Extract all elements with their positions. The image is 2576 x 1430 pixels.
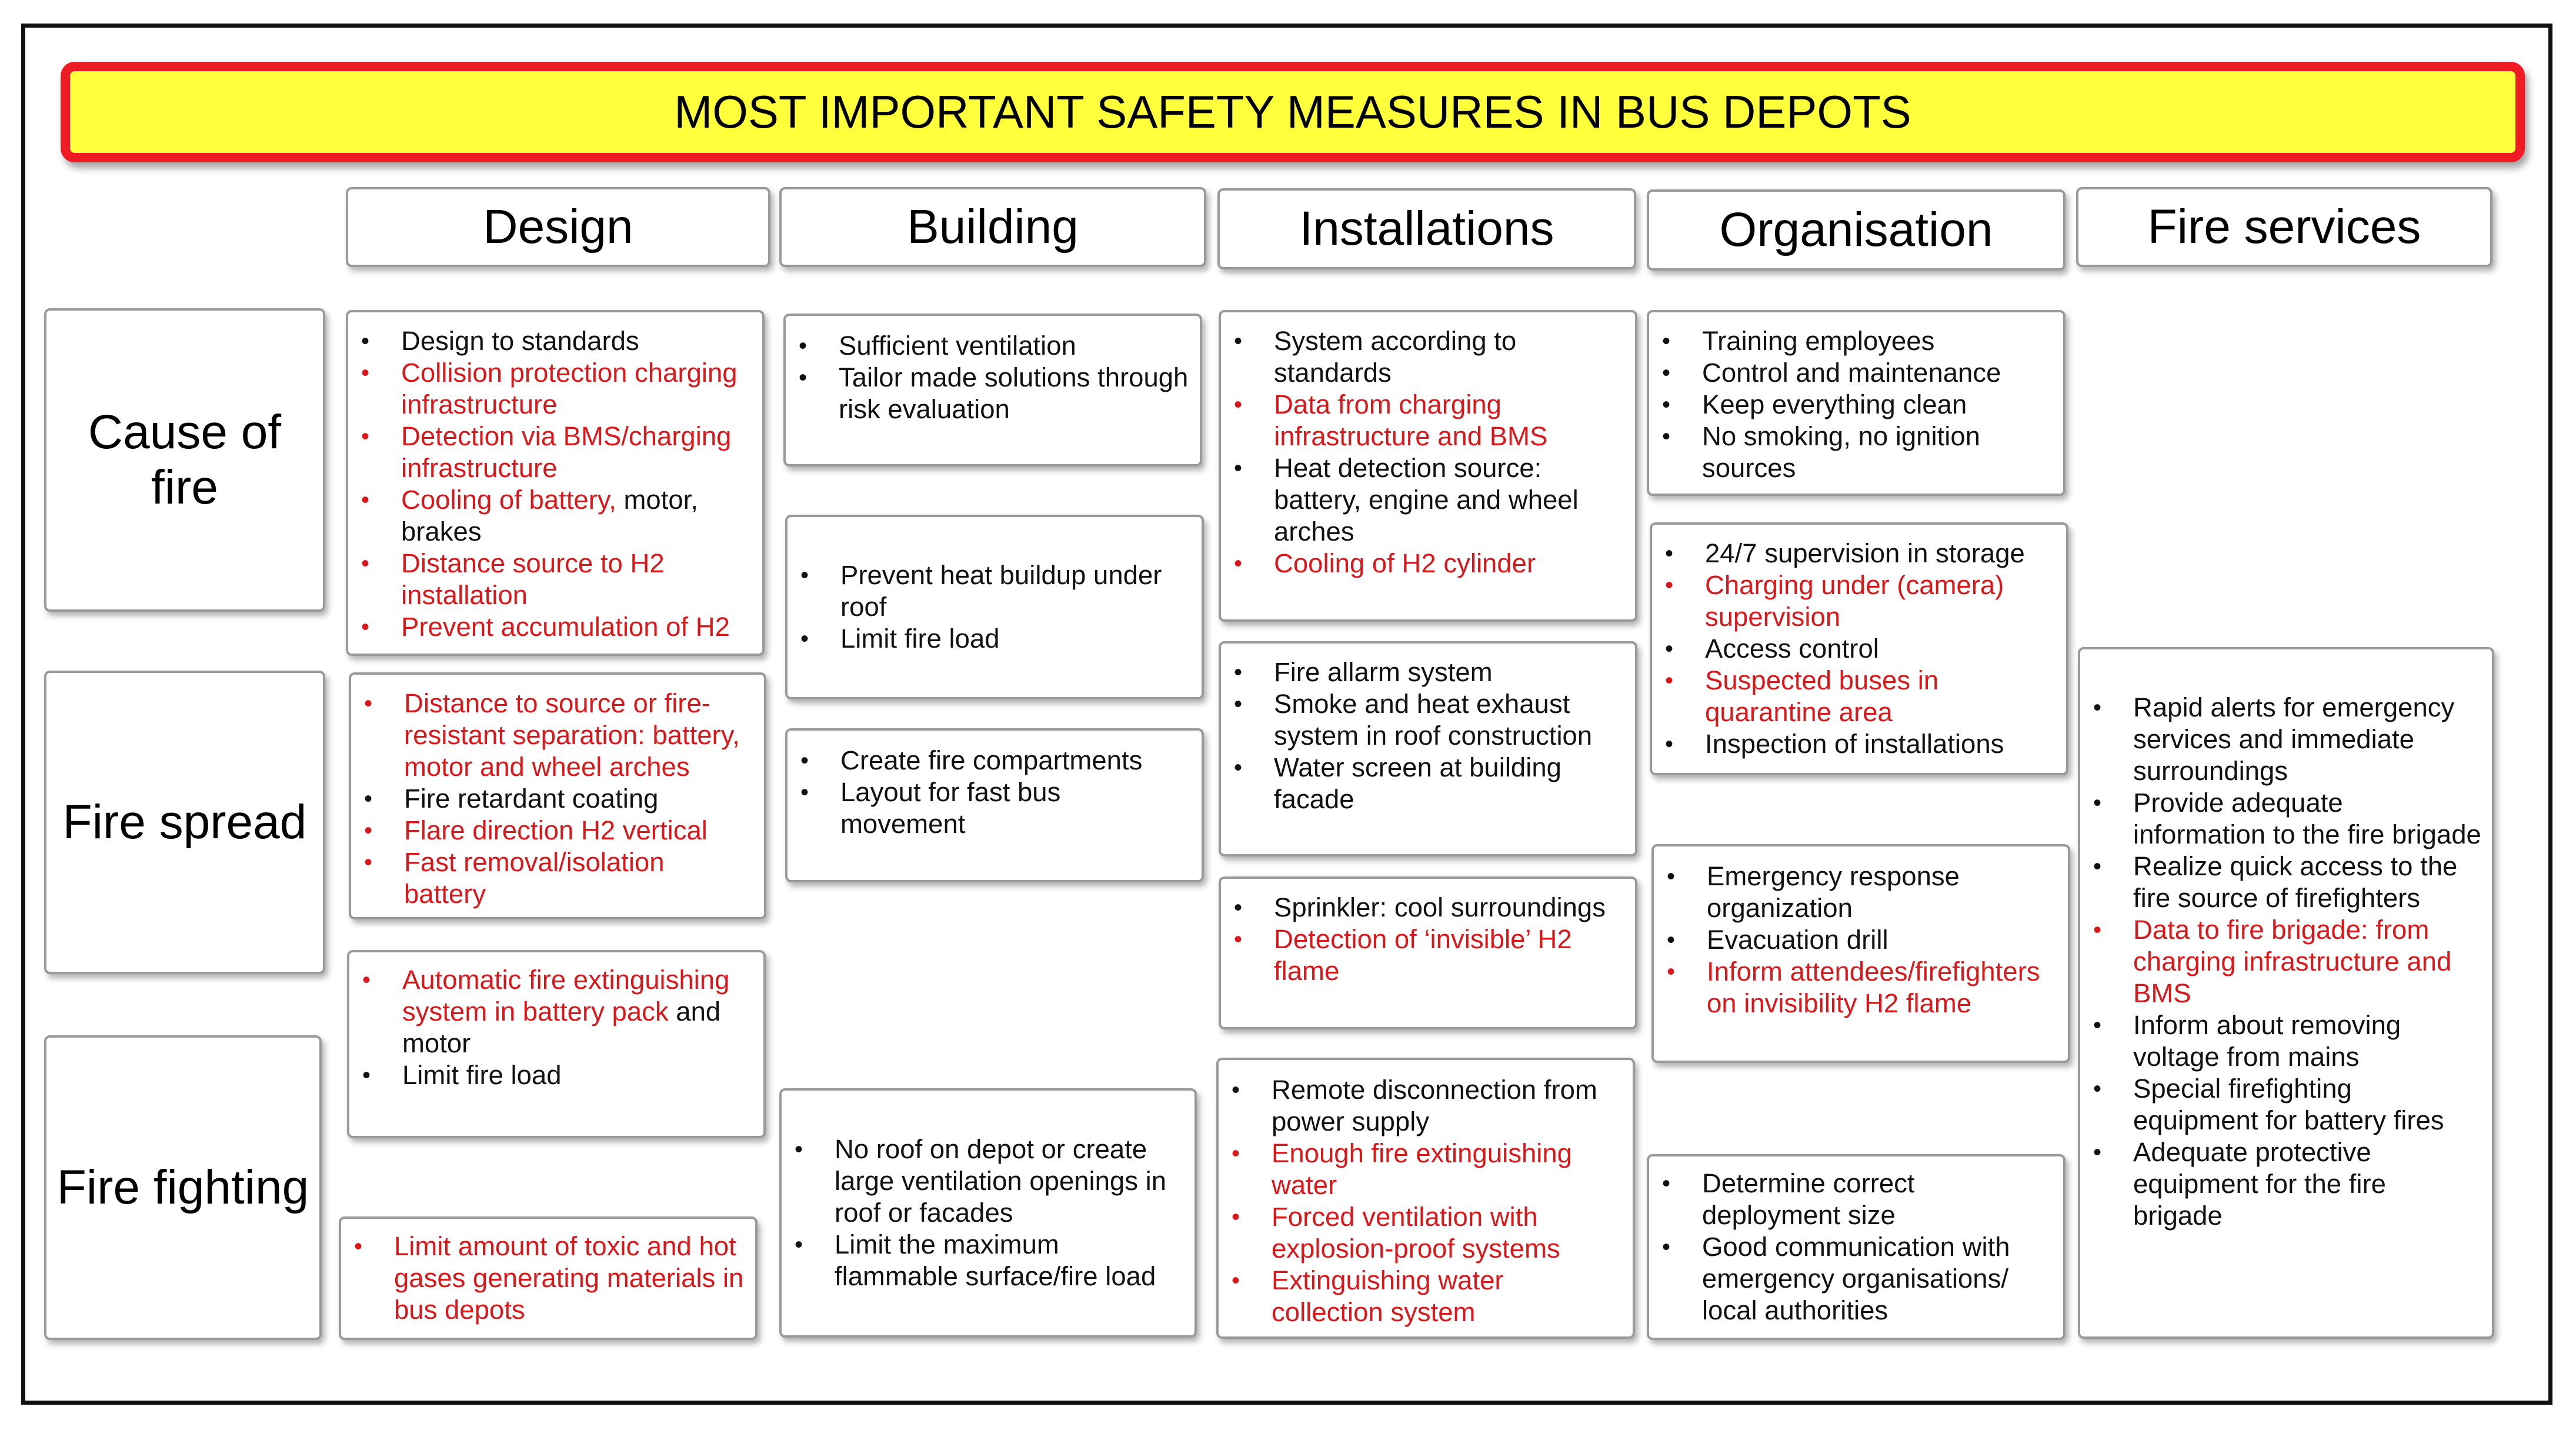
bullet-item [362, 815, 753, 846]
cell-installations-fire-fighting-1 [1219, 876, 1637, 1029]
bullet-text: Adequate protective equipment for the fire brigade [2133, 1137, 2386, 1231]
bullet-item [792, 1229, 1184, 1292]
bullet-item [1663, 538, 2056, 569]
bullet-text: Collision protection charging infrastructure [401, 358, 738, 419]
bullet-text: Realize quick access to the fire source of firefighters [2133, 851, 2458, 913]
bullet-text: Sufficient ventilation [839, 331, 1076, 361]
bullet-text: Good communication with emergency organisations/ local authorities [1702, 1232, 2010, 1325]
bullet-text: Detection via BMS/charging infrastructure [401, 421, 732, 483]
bullet-item [1232, 452, 1624, 548]
cell-design-fire-spread [349, 672, 766, 919]
bullet-item [1660, 357, 2053, 389]
bullet-text: Cooling of H2 cylinder [1274, 548, 1536, 578]
cell-design-fire-fighting-2 [339, 1216, 758, 1340]
bullet-item [359, 421, 752, 484]
bullet-list [2091, 692, 2481, 1232]
bullet-text: Heat detection source: battery, engine and wheel arches [1274, 453, 1579, 546]
bullet-list [1660, 325, 2053, 484]
bullet-item [362, 846, 753, 910]
bullet-item [1232, 752, 1624, 815]
bullet-text-continuation: and motor [402, 996, 721, 1058]
bullet-text: Prevent heat buildup under roof [840, 560, 1162, 622]
bullet-text: Detection of ‘invisible’ H2 flame [1274, 924, 1572, 986]
bullet-text: Tailor made solutions through risk evaluation [839, 362, 1189, 424]
bullet-text: Remote disconnection from power supply [1272, 1075, 1597, 1136]
bullet-item [1229, 1201, 1622, 1265]
bullet-list [1660, 1168, 2053, 1326]
bullet-item [2091, 851, 2481, 914]
bullet-text: Smoke and heat exhaust system in roof construction [1274, 689, 1593, 751]
bullet-item [1232, 656, 1624, 688]
bullet-item [2091, 914, 2481, 1009]
bullet-list [1664, 861, 2057, 1019]
bullet-list [1232, 656, 1624, 815]
cell-building-cause-of-fire [783, 314, 1202, 466]
bullet-text: Limit fire load [402, 1060, 562, 1090]
bullet-text: Design to standards [401, 326, 639, 356]
bullet-item [1232, 924, 1624, 987]
bullet-item [360, 964, 753, 1059]
bullet-item [1663, 665, 2056, 728]
bullet-text: Determine correct deployment size [1702, 1168, 1915, 1230]
bullet-text: Distance source to H2 installation [401, 548, 665, 610]
bullet-item [352, 1231, 745, 1326]
bullet-list [359, 325, 752, 643]
bullet-item [1232, 892, 1624, 924]
bullet-item [1660, 325, 2053, 357]
bullet-list [796, 330, 1189, 425]
bullet-item [1232, 548, 1624, 579]
row-header-cause-of-fire: Cause of fire [44, 308, 325, 612]
cell-installations-fire-fighting-2 [1216, 1058, 1635, 1339]
bullet-item [1229, 1138, 1622, 1201]
bullet-text: Inspection of installations [1705, 729, 2004, 759]
bullet-text: Automatic fire extinguishing system in battery pack [402, 965, 730, 1026]
bullet-text: Limit fire load [840, 624, 1000, 654]
bullet-list [360, 964, 753, 1091]
bullet-text: Emergency response organization [1707, 861, 1960, 923]
bullet-text: System according to standards [1274, 326, 1517, 388]
cell-installations-fire-spread [1219, 641, 1637, 856]
bullet-item [1664, 924, 2057, 956]
bullet-item [1232, 688, 1624, 752]
bullet-text: Provide adequate information to the fire brigade [2133, 788, 2481, 849]
bullet-item [1232, 389, 1624, 452]
row-header-fire-fighting: Fire fighting [44, 1035, 322, 1340]
cell-organisation-fire-fighting-2 [1647, 1154, 2066, 1340]
cell-design-cause-of-fire [346, 310, 765, 656]
bullet-text: Prevent accumulation of H2 [401, 612, 730, 642]
bullet-text: Inform about removing voltage from mains [2133, 1010, 2401, 1072]
bullet-text: Training employees [1702, 326, 1935, 356]
bullet-item [2091, 787, 2481, 851]
bullet-item [798, 559, 1191, 623]
bullet-item [798, 745, 1191, 776]
bullet-item [2091, 1073, 2481, 1136]
cell-design-fire-fighting-1 [347, 950, 766, 1138]
bullet-text: Suspected buses in quarantine area [1705, 665, 1939, 727]
bullet-item [359, 548, 752, 611]
bullet-item [359, 325, 752, 357]
bullet-text: Enough fire extinguishing water [1272, 1138, 1572, 1200]
bullet-text: No smoking, no ignition sources [1702, 421, 1980, 483]
column-header-fire-services: Fire services [2076, 187, 2492, 267]
bullet-list [798, 745, 1191, 840]
bullet-text: Fire retardant coating [404, 784, 659, 814]
bullet-text: Special firefighting equipment for battery fires [2133, 1074, 2444, 1135]
bullet-item [359, 357, 752, 421]
bullet-item [2091, 692, 2481, 787]
bullet-item [1663, 633, 2056, 665]
bullet-item [1660, 389, 2053, 421]
bullet-text: Flare direction H2 vertical [404, 815, 708, 845]
bullet-item [1664, 956, 2057, 1019]
bullet-text: Access control [1705, 634, 1879, 664]
bullet-text: Layout for fast bus movement [840, 777, 1061, 839]
bullet-list [1229, 1074, 1622, 1328]
column-header-building: Building [779, 187, 1206, 267]
bullet-item [1229, 1074, 1622, 1138]
bullet-text: Distance to source or fire-resistant separation: battery, motor and wheel arches [404, 688, 740, 782]
bullet-list [1232, 325, 1624, 579]
cell-organisation-fire-spread [1650, 522, 2068, 775]
bullet-text: No roof on depot or create large ventilation openings in roof or facades [835, 1134, 1167, 1228]
bullet-text: Rapid alerts for emergency services and immediate surroundings [2133, 692, 2455, 786]
bullet-item [796, 330, 1189, 362]
bullet-text: Sprinkler: cool surroundings [1274, 892, 1606, 922]
bullet-text-continuation: motor, brakes [401, 485, 698, 546]
bullet-list [1663, 538, 2056, 760]
bullet-item [1663, 569, 2056, 633]
bullet-text: Data to fire brigade: from charging infrastructure and BMS [2133, 915, 2452, 1008]
bullet-item [792, 1134, 1184, 1229]
bullet-item [796, 362, 1189, 425]
bullet-text: Cooling of battery, [401, 485, 616, 515]
bullet-item [2091, 1136, 2481, 1232]
bullet-item [359, 611, 752, 643]
bullet-item [1232, 325, 1624, 389]
bullet-text: Forced ventilation with explosion-proof systems [1272, 1202, 1560, 1264]
bullet-text: Limit the maximum flammable surface/fire load [835, 1229, 1156, 1291]
bullet-text: 24/7 supervision in storage [1705, 538, 2025, 568]
bullet-item [798, 776, 1191, 840]
bullet-item [1664, 861, 2057, 924]
bullet-text: Charging under (camera) supervision [1705, 570, 2004, 632]
bullet-list [792, 1134, 1184, 1292]
cell-organisation-fire-fighting-1 [1651, 844, 2070, 1063]
bullet-item [798, 623, 1191, 655]
bullet-item [1229, 1265, 1622, 1328]
bullet-item [1660, 421, 2053, 484]
bullet-text: Extinguishing water collection system [1272, 1265, 1504, 1327]
cell-building-fire-spread-2 [785, 728, 1204, 882]
bullet-text: Limit amount of toxic and hot gases generating materials in bus depots [394, 1231, 744, 1325]
column-header-organisation: Organisation [1647, 189, 2066, 271]
bullet-item [360, 1059, 753, 1091]
bullet-list [362, 688, 753, 910]
bullet-text: Water screen at building facade [1274, 752, 1561, 814]
cell-organisation-cause-of-fire [1647, 310, 2066, 496]
bullet-text: Fire allarm system [1274, 657, 1493, 687]
bullet-item [1660, 1231, 2053, 1326]
bullet-item [359, 484, 752, 548]
cell-fire-services [2078, 647, 2494, 1339]
bullet-text: Create fire compartments [840, 745, 1143, 775]
column-header-design: Design [346, 187, 770, 267]
column-header-installations: Installations [1217, 188, 1636, 269]
bullet-text: Control and maintenance [1702, 358, 2001, 388]
row-header-fire-spread: Fire spread [44, 671, 325, 974]
bullet-list [352, 1231, 745, 1326]
cell-building-fire-spread-1 [785, 515, 1204, 699]
bullet-list [1232, 892, 1624, 987]
cell-installations-cause-of-fire [1219, 310, 1637, 622]
bullet-text: Evacuation drill [1707, 925, 1888, 955]
bullet-text: Fast removal/isolation battery [404, 847, 665, 909]
bullet-item [1660, 1168, 2053, 1231]
bullet-item [2091, 1009, 2481, 1073]
bullet-text: Inform attendees/firefighters on invisibility H2 flame [1707, 956, 2040, 1018]
bullet-list [798, 559, 1191, 655]
bullet-item [362, 688, 753, 783]
bullet-text: Keep everything clean [1702, 389, 1967, 419]
page-title: MOST IMPORTANT SAFETY MEASURES IN BUS DEPOTS [61, 62, 2525, 162]
bullet-item [362, 783, 753, 815]
cell-building-fire-fighting [779, 1088, 1197, 1338]
bullet-item [1663, 728, 2056, 760]
bullet-text: Data from charging infrastructure and BMS [1274, 389, 1548, 451]
